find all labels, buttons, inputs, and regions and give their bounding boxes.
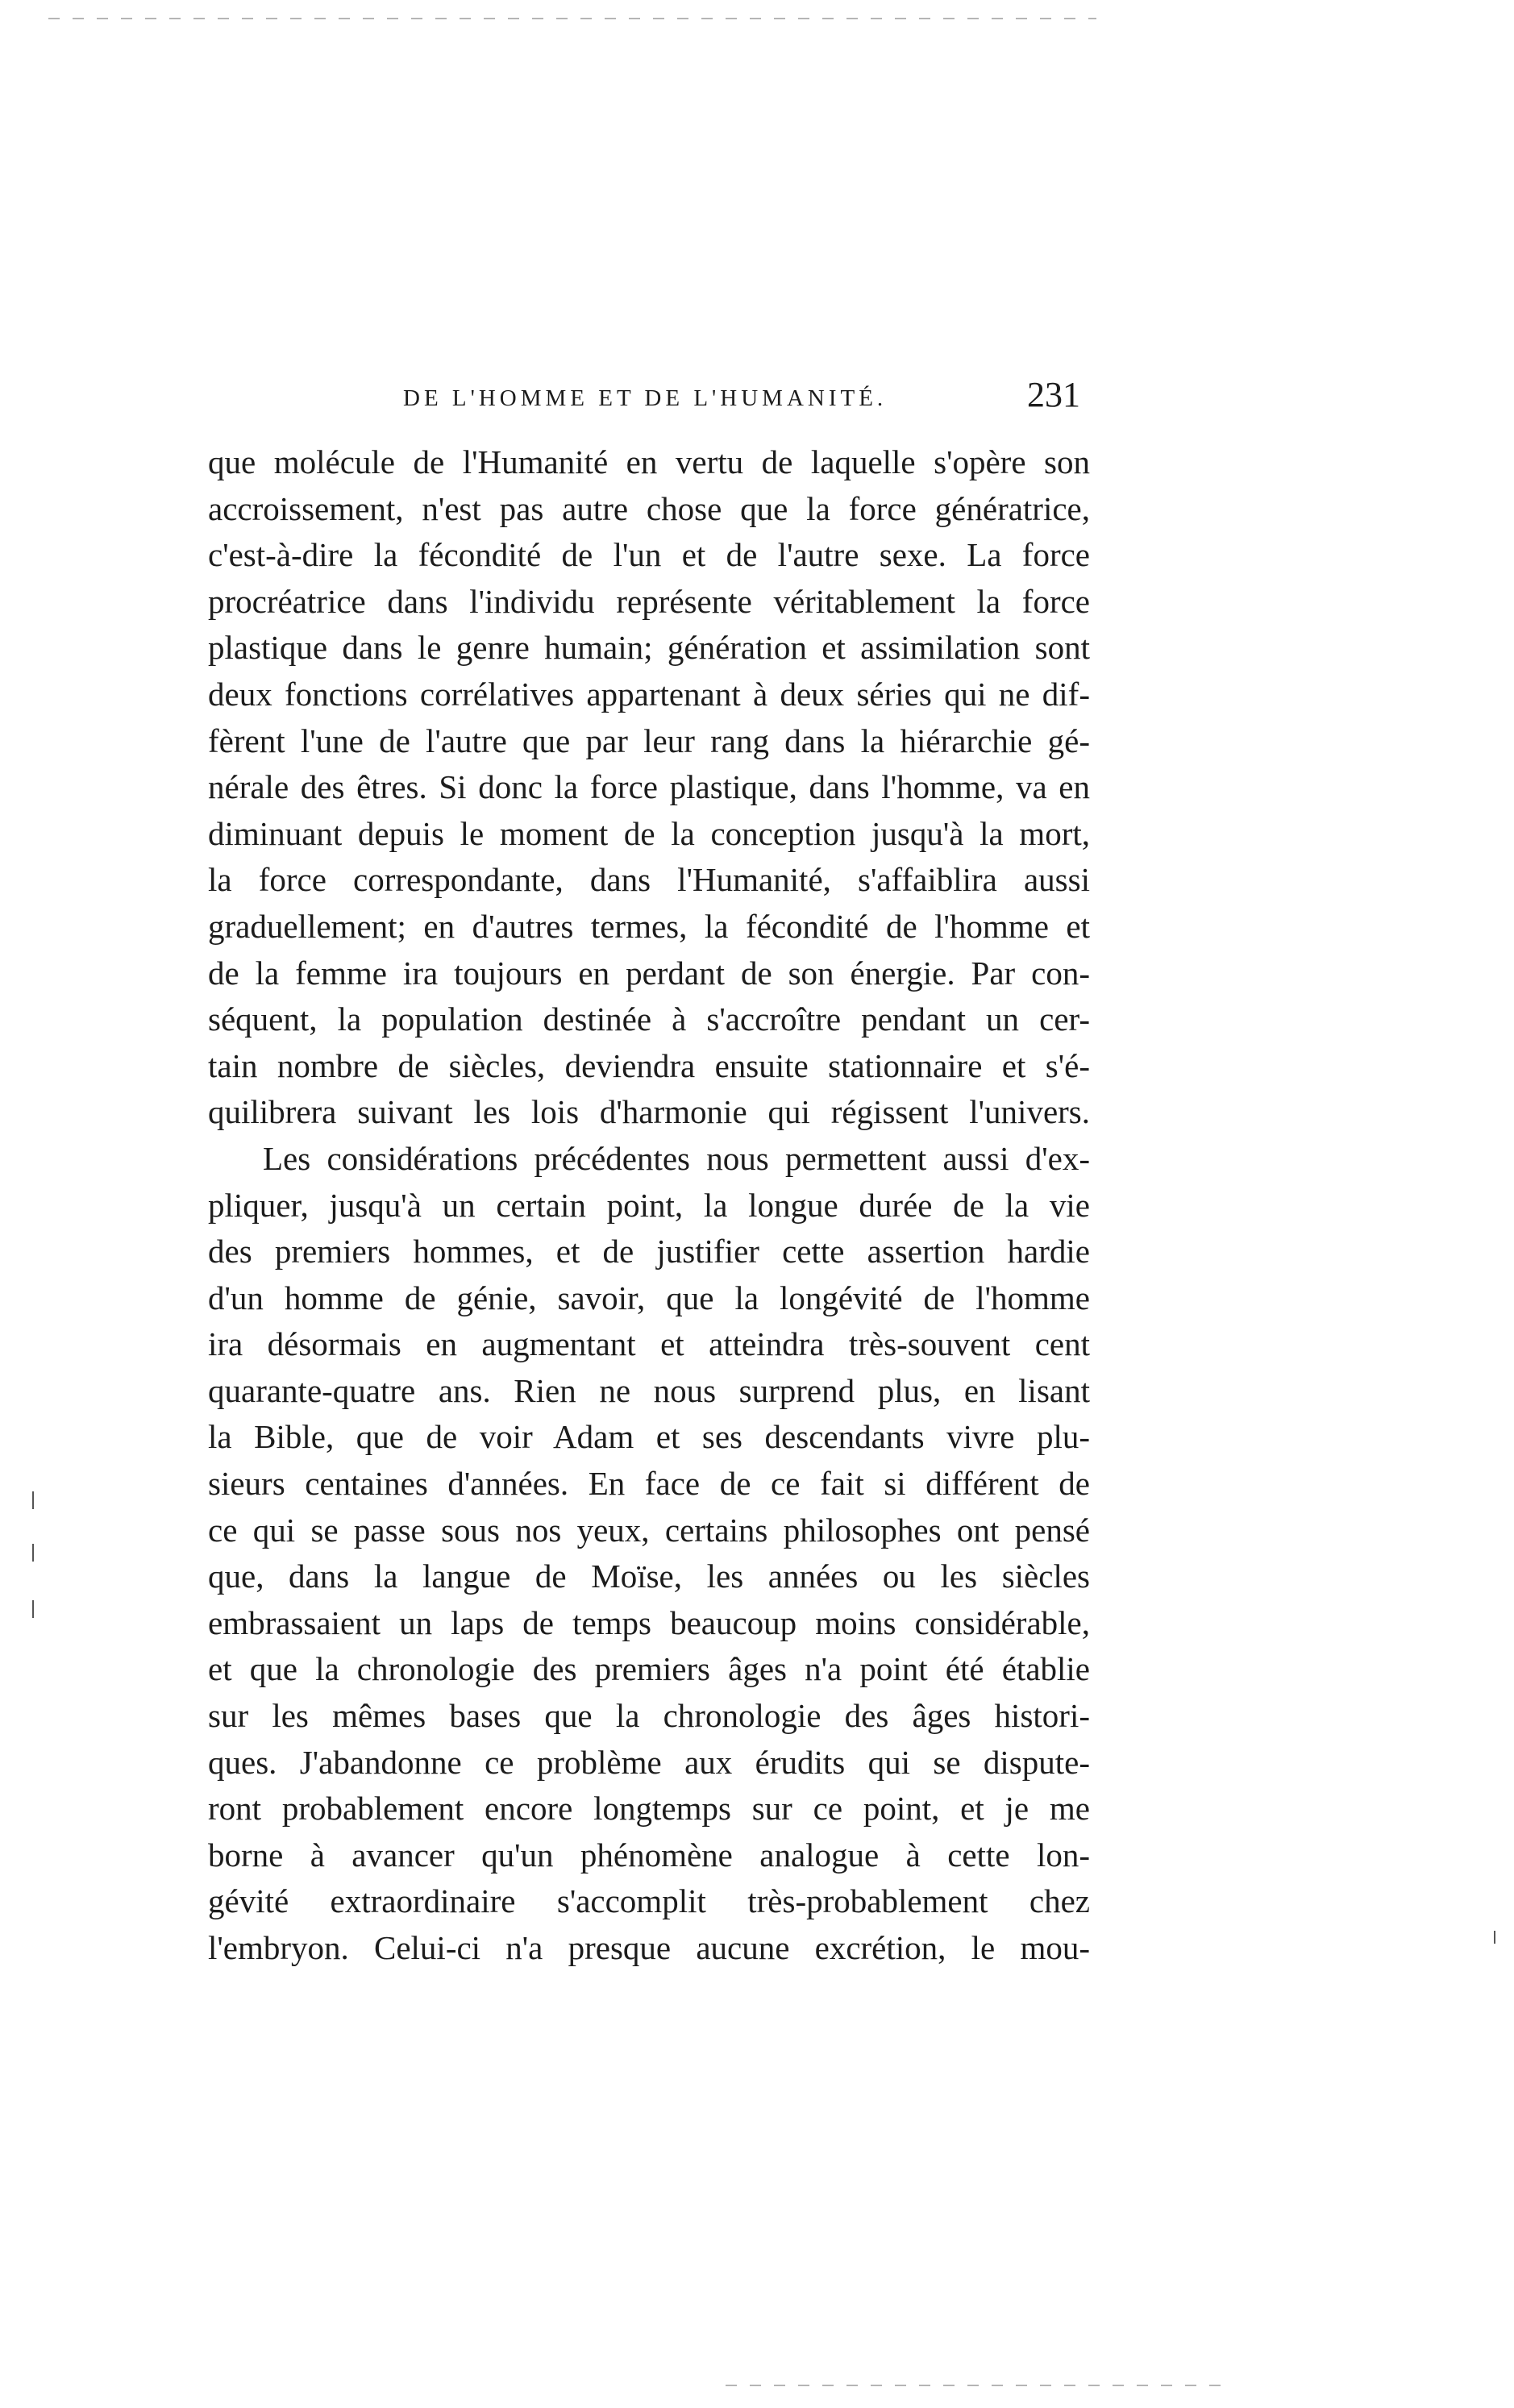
text-line: d'un homme de génie, savoir, que la longévité de l'homme [208,1279,1090,1316]
scan-edge-mark-top [48,18,1096,19]
text-line: deux fonctions corrélatives appartenant à deux séries qui ne dif- [208,675,1090,713]
text-line: ques. J'abandonne ce problème aux érudits qui se dispute- [208,1743,1090,1781]
text-line: nérale des êtres. Si donc la force plastique, dans l'homme, va en [208,768,1090,806]
text-line: ira désormais en augmentant et atteindra très-souvent cent [208,1325,1090,1363]
scan-margin-tick [1494,1931,1495,1944]
text-line: fèrent l'une de l'autre que par leur rang dans la hiérarchie gé- [208,722,1090,759]
paragraph-first-line: Les considérations précédentes nous permettent aussi d'ex- [263,1139,1090,1177]
scan-margin-tick [32,1600,34,1618]
text-line: c'est-à-dire la fécondité de l'un et de l'autre sexe. La force [208,536,1090,574]
text-line: de la femme ira toujours en perdant de son énergie. Par con- [208,954,1090,992]
text-line: l'embryon. Celui-ci n'a presque aucune excrétion, le mou- [208,1929,1090,1966]
text-line: tain nombre de siècles, deviendra ensuite stationnaire et s'é- [208,1046,1090,1084]
text-line: quilibrera suivant les lois d'harmonie qui régissent l'univers. [208,1093,1090,1131]
text-line: accroissement, n'est pas autre chose que la force génératrice, [208,489,1090,527]
text-line: gévité extraordinaire s'accomplit très-probablement chez [208,1882,1090,1920]
text-line: borne à avancer qu'un phénomène analogue à cette lon- [208,1836,1090,1874]
text-line: embrassaient un laps de temps beaucoup moins considérable, [208,1603,1090,1641]
text-line: des premiers hommes, et de justifier cette assertion hardie [208,1233,1090,1271]
text-line: ront probablement encore longtemps sur ce point, et je me [208,1790,1090,1828]
page-number: 231 [1027,375,1080,414]
text-line: sieurs centaines d'années. En face de ce fait si différent de [208,1465,1090,1503]
text-line: diminuant depuis le moment de la conception jusqu'à la mort, [208,814,1090,852]
text-line: graduellement; en d'autres termes, la fécondité de l'homme et [208,907,1090,945]
text-line: que molécule de l'Humanité en vertu de laquelle s'opère son [208,443,1090,480]
text-line: procréatrice dans l'individu représente véritablement la force [208,582,1090,620]
running-title: DE L'HOMME ET DE L'HUMANITÉ. [403,385,888,411]
text-line: ce qui se passe sous nos yeux, certains philosophes ont pensé [208,1511,1090,1549]
text-line: la force correspondante, dans l'Humanité, s'affaiblira aussi [208,861,1090,899]
scan-margin-tick [32,1491,34,1509]
scan-margin-tick [32,1544,34,1562]
text-line: sur les mêmes bases que la chronologie des âges histori- [208,1697,1090,1735]
text-line: et que la chronologie des premiers âges n'a point été établie [208,1650,1090,1688]
running-head [403,375,1080,426]
text-line: quarante-quatre ans. Rien ne nous surprend plus, en lisant [208,1371,1090,1409]
text-line: plastique dans le genre humain; génération et assimilation sont [208,629,1090,667]
text-line: pliquer, jusqu'à un certain point, la longue durée de la vie [208,1186,1090,1224]
body-text [208,439,1090,1972]
text-line: séquent, la population destinée à s'accroître pendant un cer- [208,1000,1090,1038]
text-line: la Bible, que de voir Adam et ses descendants vivre plu- [208,1418,1090,1456]
text-line: que, dans la langue de Moïse, les années ou les siècles [208,1558,1090,1595]
scan-edge-mark-bottom [726,2385,1225,2386]
